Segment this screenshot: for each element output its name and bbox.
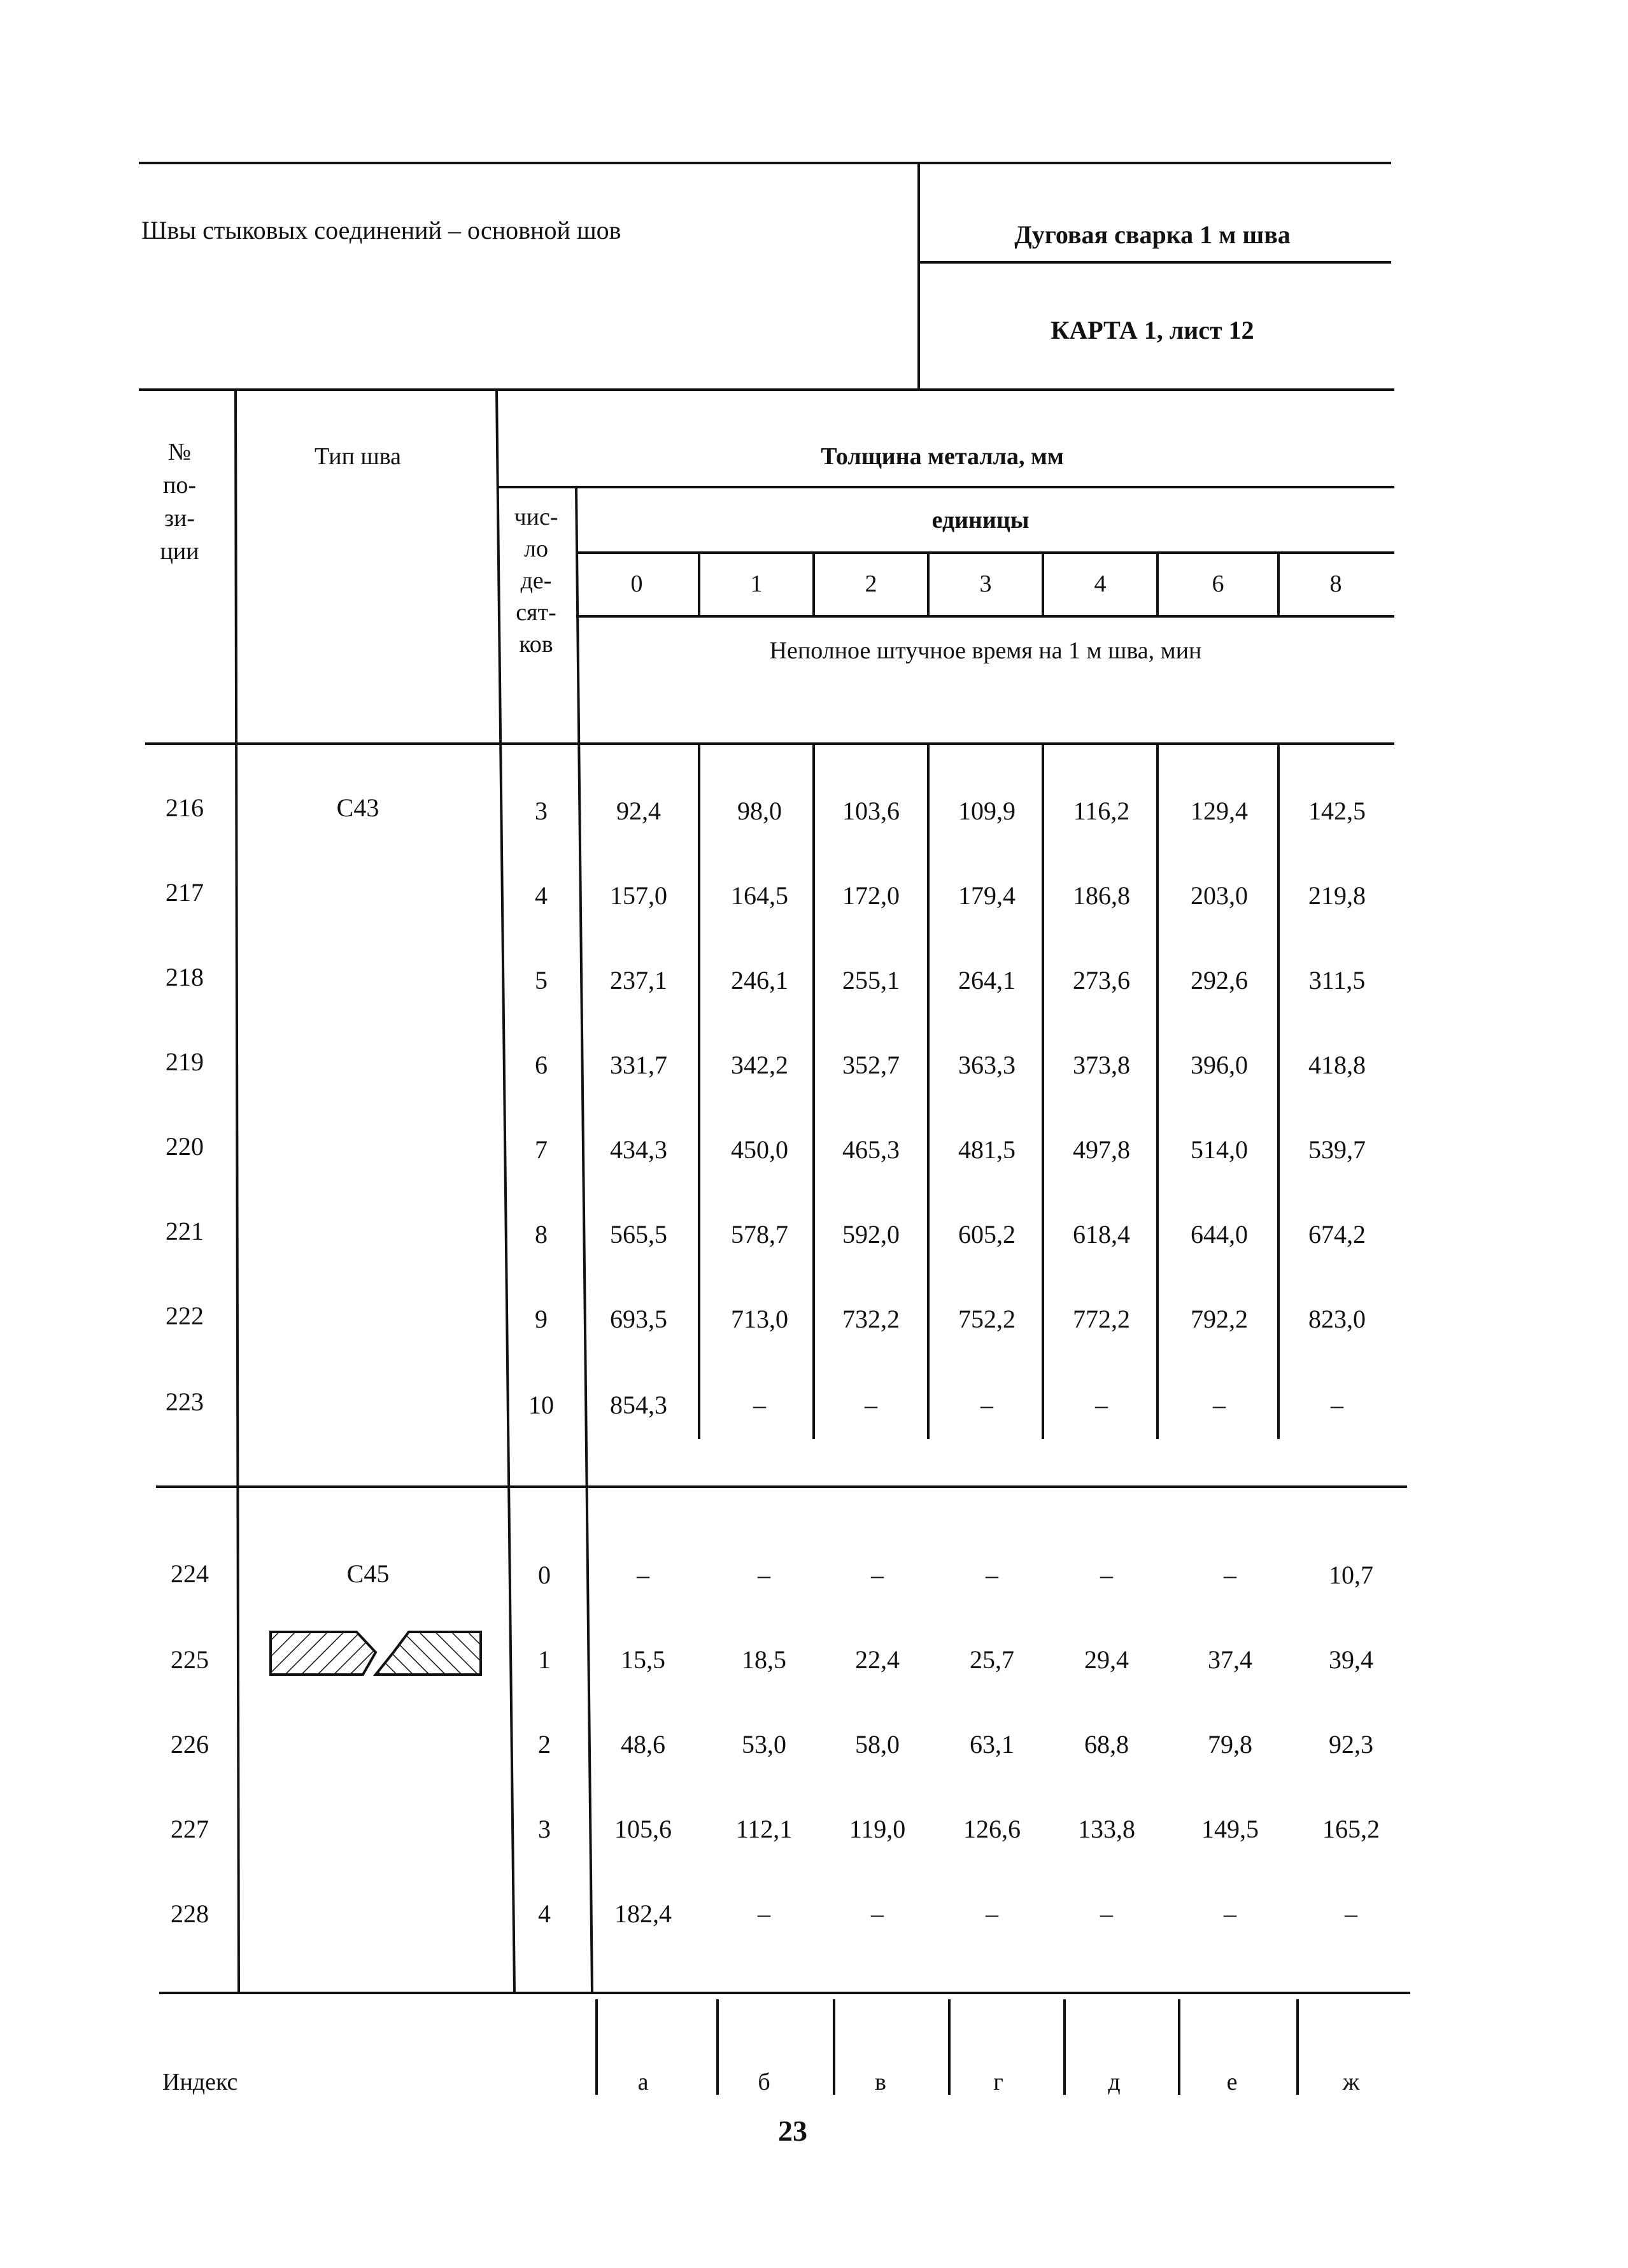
unit-8: 8 [1329,571,1342,597]
card-label: КАРТА 1, лист 12 [1051,316,1254,344]
time-header: Неполное штучное время на 1 м шва, мин [769,637,1202,664]
unit-3: 3 [979,571,992,597]
units-header: единицы [931,507,1030,534]
document-title: Швы стыковых соединений – основной шов [141,216,621,245]
index-label: Индекс [162,2069,238,2095]
weld-joint-sketch-icon [267,1627,487,1681]
thickness-header: Толщина металла, мм [821,443,1064,470]
unit-4: 4 [1094,571,1107,597]
unit-0: 0 [630,571,643,597]
page-number: 23 [778,2115,807,2147]
unit-6: 6 [1212,571,1224,597]
unit-2: 2 [865,571,877,597]
weld-type: С43 [336,793,379,822]
unit-1: 1 [750,571,763,597]
process-title: Дуговая сварка 1 м шва [1014,220,1291,249]
type-column-header: Тип шва [314,443,402,470]
weld-type: С45 [346,1559,390,1588]
